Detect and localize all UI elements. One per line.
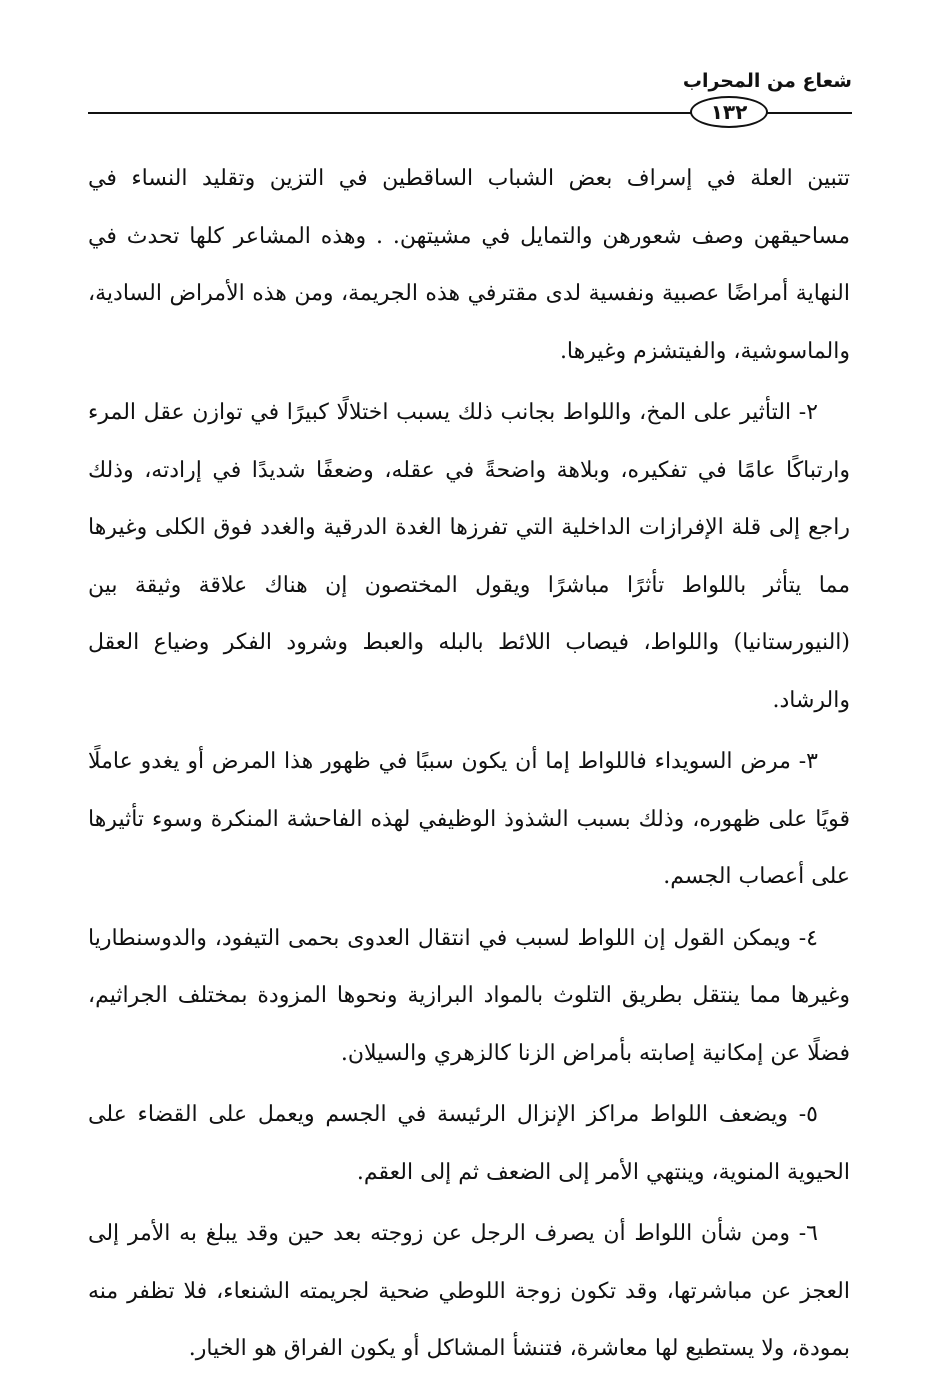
paragraph-continuation: تتبين العلة في إسراف بعض الشباب الساقطين في التزين وتقليد النساء في مساحيقهن وصف شعورهن والتمايل في مشيتهن. . وهذه المشاعر كلها تحدث في النهاية أمراضًا عصبية ونفسية لدى مقترفي هذه الجريمة، ومن هذه الأمراض السادية، والماسوشية، والفيتشزم وغيرها.: [88, 166, 850, 364]
paragraph-item-5: ٥- ويضعف اللواط مراكز الإنزال الرئيسة في الجسم ويعمل على القضاء على الحيوية المنوية، وينتهي الأمر إلى الضعف ثم إلى العقم.: [88, 1102, 850, 1185]
body-text: [88, 150, 850, 1382]
running-header-title: شعاع من المحراب: [682, 70, 852, 92]
paragraph-item-4: ٤- ويمكن القول إن اللواط لسبب في انتقال العدوى بحمى التيفود، والدوسنطاريا وغيرها مما ينتقل بطريق التلوث بالمواد البرازية ونحوها المزودة بمختلف الجراثيم، فضلًا عن إمكانية إصابته بأمراض الزنا كالزهري والسيلان.: [88, 925, 850, 1066]
paragraph-item-2: ٢- التأثير على المخ، واللواط بجانب ذلك يسبب اختلالًا كبيرًا في توازن عقل المرء وارتباكًا عامًا في تفكيره، وبلاهة واضحةً في عقله، وضعفًا شديدًا في إرادته، وذلك راجع إلى قلة الإفرازات الداخلية التي تفرزها الغدة الدرقية والغدد فوق الكلى وغيرها مما يتأثر باللواط تأثرًا مباشرًا ويقول المختصون إن هناك علاقة وثيقة بين (النيورستانيا) واللواط، فيصاب اللائط بالبله والعبط وشرود الفكر وضياع العقل والرشاد.: [88, 400, 850, 713]
page-number: ١٣٢: [710, 100, 748, 124]
paragraph-item-6: ٦- ومن شأن اللواط أن يصرف الرجل عن زوجته بعد حين وقد يبلغ به الأمر إلى العجز عن مباشرتها، وقد تكون زوجة اللوطي ضحية لجريمته الشنعاء، فلا تظفر منه بمودة، ولا يستطيع لها معاشرة، فتنشأ المشاكل أو يكون الفراق هو الخيار.: [88, 1221, 850, 1361]
page-number-badge: [690, 96, 768, 128]
paragraph-item-3: ٣- مرض السويداء فاللواط إما أن يكون سببًا في ظهور هذا المرض أو يغدو عاملًا قويًا على ظهوره، وذلك بسبب الشذوذ الوظيفي لهذه الفاحشة المنكرة وسوء تأثيرها على أعصاب الجسم.: [88, 749, 850, 889]
